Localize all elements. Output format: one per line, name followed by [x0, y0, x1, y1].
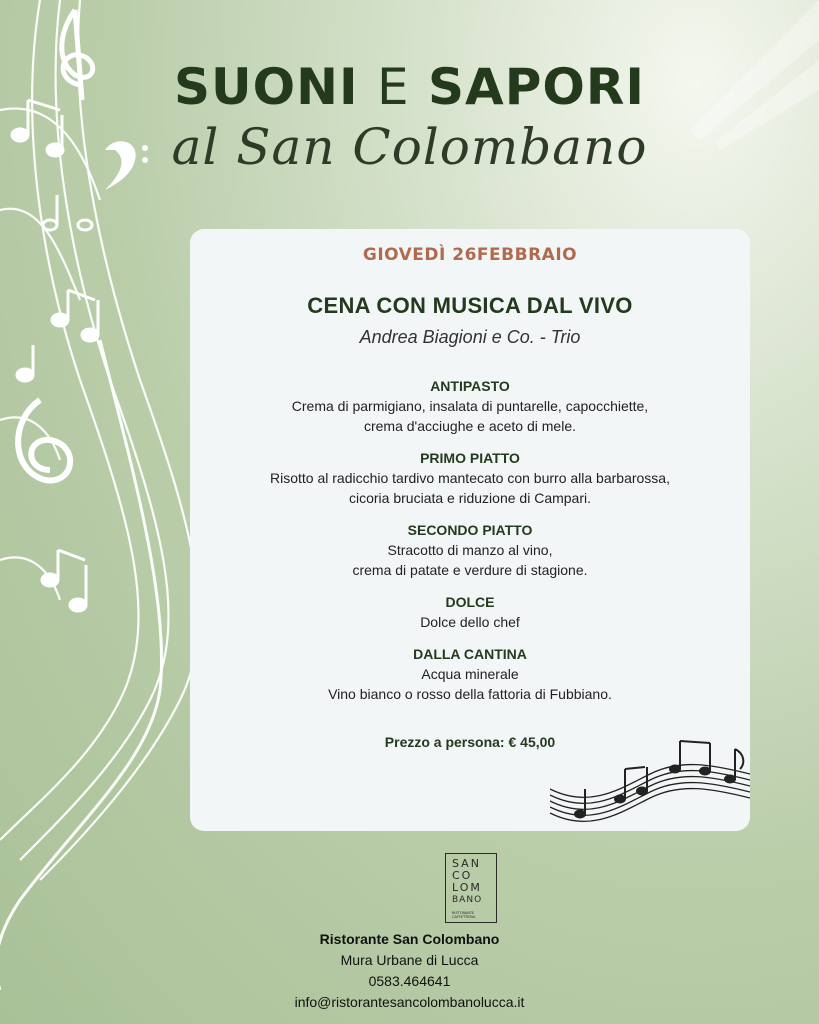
- logo-line: SAN: [452, 857, 481, 870]
- logo-line: LOM: [452, 881, 482, 894]
- restaurant-name: Ristorante San Colombano: [319, 931, 500, 947]
- course-dolce: [190, 592, 750, 632]
- logo-line: CO: [452, 869, 473, 882]
- event-date: GIOVEDÌ 26FEBBRAIO: [362, 245, 578, 265]
- course-name: DOLCE: [445, 594, 495, 610]
- course-line: crema d'acciughe e aceto di mele.: [363, 418, 576, 434]
- course-name: SECONDO PIATTO: [407, 522, 533, 538]
- music-staff-notes-icon: [550, 729, 750, 829]
- event-title: CENA CON MUSICA DAL VIVO: [307, 293, 633, 318]
- title-word-suoni: SUONI: [174, 58, 359, 116]
- title-word-sapori: SAPORI: [428, 58, 645, 116]
- course-secondo: [190, 520, 750, 580]
- course-line: crema di patate e verdure di stagione.: [352, 562, 588, 578]
- restaurant-phone: 0583.464641: [368, 973, 451, 989]
- price-per-person: Prezzo a persona: € 45,00: [384, 734, 556, 750]
- course-name: ANTIPASTO: [430, 378, 510, 394]
- course-line: Risotto al radicchio tardivo mantecato con burro alla barbarossa,: [270, 470, 670, 486]
- course-line: Stracotto di manzo al vino,: [387, 542, 553, 558]
- restaurant-email: info@ristorantesancolombanolucca.it: [294, 994, 525, 1010]
- restaurant-address: Mura Urbane di Lucca: [340, 952, 479, 968]
- course-name: DALLA CANTINA: [413, 646, 527, 662]
- course-line: Crema di parmigiano, insalata di puntarelle, capocchiette,: [291, 398, 649, 414]
- restaurant-logo: [445, 853, 497, 923]
- footer-contact: [0, 929, 819, 1013]
- menu-list: [190, 376, 750, 716]
- title-word-e: E: [377, 58, 410, 116]
- course-antipasto: [190, 376, 750, 436]
- course-name: PRIMO PIATTO: [420, 450, 520, 466]
- course-cantina: [190, 644, 750, 704]
- logo-subtitle: RISTORANTE CAFFETTERIA: [452, 911, 476, 919]
- course-line: Vino bianco o rosso della fattoria di Fubbiano.: [328, 686, 612, 702]
- menu-card: [190, 229, 750, 831]
- course-primo: [190, 448, 750, 508]
- music-notes-icon: [12, 100, 98, 611]
- event-artist: Andrea Biagioni e Co. - Trio: [359, 327, 581, 347]
- logo-line: BANO: [452, 895, 483, 905]
- course-line: cicoria bruciata e riduzione di Campari.: [349, 490, 591, 506]
- page-subtitle: al San Colombano: [171, 118, 648, 176]
- course-line: Acqua minerale: [421, 666, 519, 682]
- large-treble-clef-icon: [18, 400, 70, 480]
- page-title: [0, 58, 819, 116]
- course-line: Dolce dello chef: [420, 614, 520, 630]
